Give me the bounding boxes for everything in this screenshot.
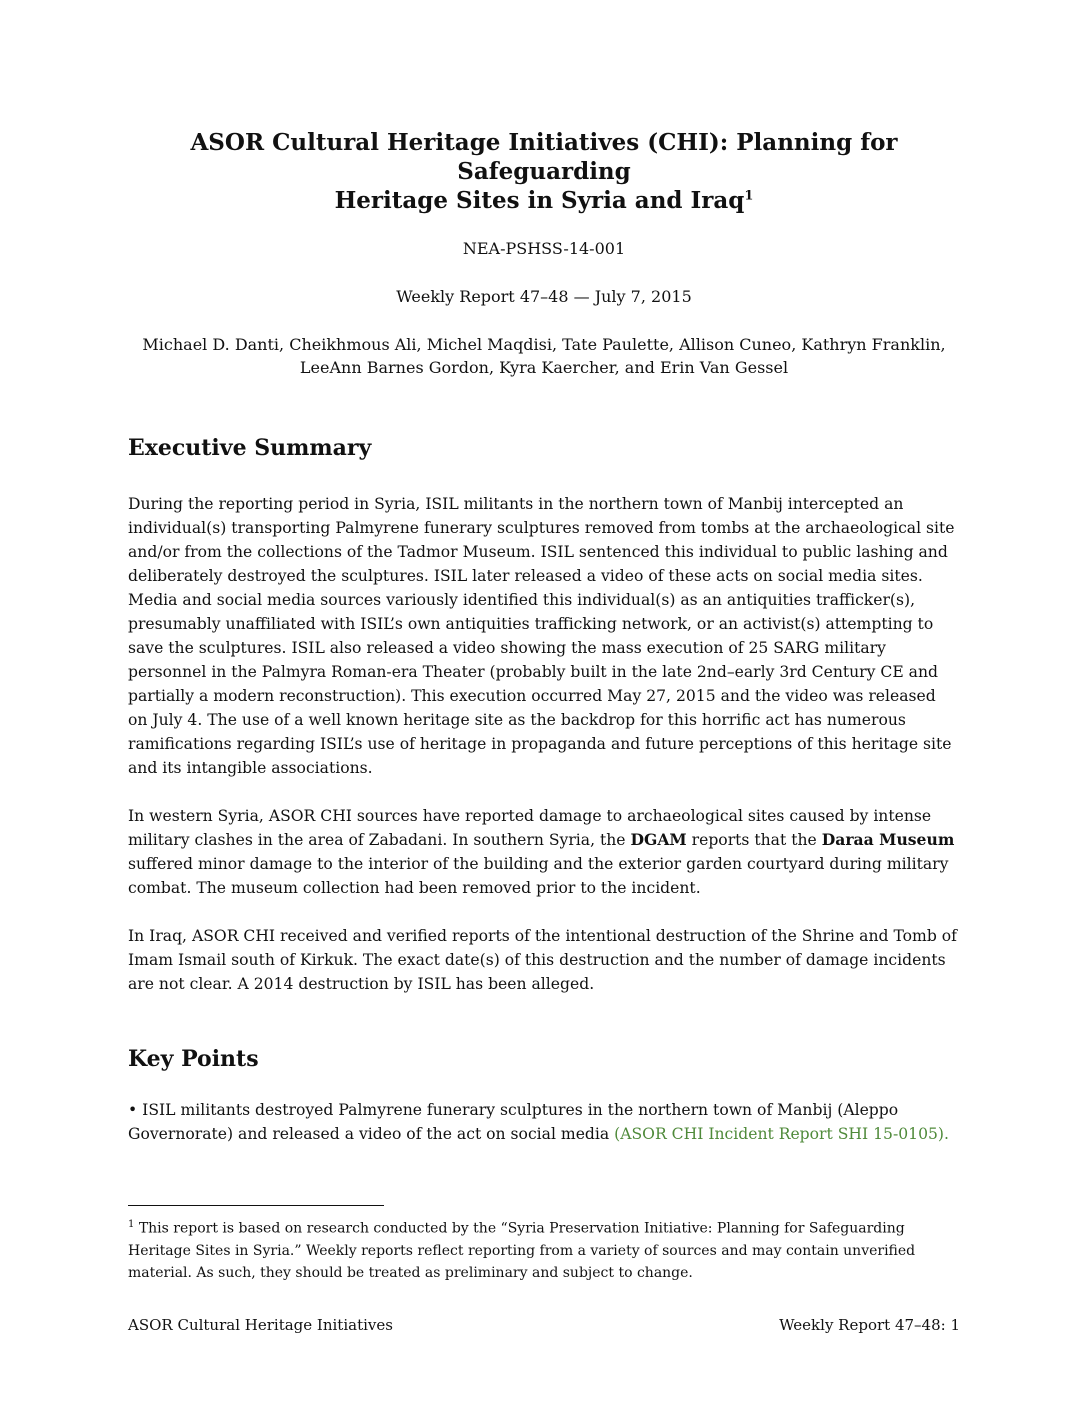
p2-text-e: suffered minor damage to the interior of the building and the exterior garden courtyard during military combat. The museum collection had been removed prior to the incident. <box>128 855 949 897</box>
page-footer <box>128 1314 960 1336</box>
dgam-bold: DGAM <box>630 830 687 849</box>
incident-report-link[interactable]: (ASOR CHI Incident Report SHI 15-0105). <box>614 1125 949 1143</box>
summary-paragraph-1: During the reporting period in Syria, ISIL militants in the northern town of Manbij intercepted an individual(s) transporting Palmyrene funerary sculptures removed from tombs at the archaeological site and/or from the collections of the Tadmor Museum. ISIL sentenced this individual to public lashing and deliberately destroyed the sculptures. ISIL later released a video of these acts on social media sites. Media and social media sources variously identified this individual(s) as an antiquities trafficker(s), presumably unaffiliated with ISIL’s own antiquities trafficking network, or an activist(s) attempting to save the sculptures. ISIL also released a video showing the mass execution of 25 SARG military personnel in the Palmyra Roman-era Theater (probably built in the late 2nd–early 3rd Century CE and partially a modern reconstruction). This execution occurred May 27, 2015 and the video was released on July 4. The use of a well known heritage site as the backdrop for this horrific act has numerous ramifications regarding ISIL’s use of heritage in propaganda and future perceptions of this heritage site and its intangible associations. <box>128 495 955 777</box>
authors <box>128 333 960 379</box>
key-point-1 <box>128 1098 960 1146</box>
footnote-divider <box>128 1205 384 1206</box>
summary-paragraph-2 <box>128 804 960 900</box>
key-points-heading: Key Points <box>128 1046 259 1072</box>
summary-paragraph-3: In Iraq, ASOR CHI received and verified reports of the intentional destruction of the Shrine and Tomb of Imam Ismail south of Kirkuk. The exact date(s) of this destruction and the number of damage incidents are not clear. A 2014 destruction by ISIL has been alleged. <box>128 927 957 993</box>
p2-text-a: In western Syria, ASOR CHI sources have reported damage to archaeological sites caused by intense military clashes in the area of Zabadani. In southern Syria, the <box>128 807 932 849</box>
bullet-marker: • <box>128 1101 138 1119</box>
footer-page-number: Weekly Report 47–48: 1 <box>779 1316 960 1334</box>
footnote <box>128 1214 960 1284</box>
document-page <box>128 0 960 1408</box>
executive-summary-heading: Executive Summary <box>128 435 372 461</box>
footnote-marker: 1 <box>128 1219 135 1230</box>
daraa-museum-bold: Daraa Museum <box>821 830 955 849</box>
title-line-2: Heritage Sites in Syria and Iraq <box>334 187 745 214</box>
report-code: NEA-PSHSS-14-001 <box>462 239 626 258</box>
footer-left: ASOR Cultural Heritage Initiatives <box>128 1316 393 1334</box>
title-footnote-ref[interactable]: 1 <box>744 188 754 204</box>
authors-line-1: Michael D. Danti, Cheikhmous Ali, Michel Maqdisi, Tate Paulette, Allison Cuneo, Kathryn Franklin, <box>142 335 946 354</box>
title-line-1: ASOR Cultural Heritage Initiatives (CHI): Planning for Safeguarding <box>190 129 898 185</box>
footnote-text: This report is based on research conducted by the “Syria Preservation Initiative: Planning for Safeguarding Heritage Sites in Syria.” Weekly reports reflect reporting from a variety of sources and may contain unverified material. As such, they should be treated as preliminary and subject to change. <box>128 1220 916 1281</box>
key-point-1-text: ISIL militants destroyed Palmyrene funerary sculptures in the northern town of Manbij (Aleppo Governorate) and released a video of the act on social media <box>128 1101 899 1143</box>
authors-line-2: LeeAnn Barnes Gordon, Kyra Kaercher, and Erin Van Gessel <box>299 358 789 377</box>
weekly-report-date: Weekly Report 47–48 — July 7, 2015 <box>396 287 692 306</box>
p2-text-c: reports that the <box>686 831 822 849</box>
document-title <box>128 128 960 215</box>
